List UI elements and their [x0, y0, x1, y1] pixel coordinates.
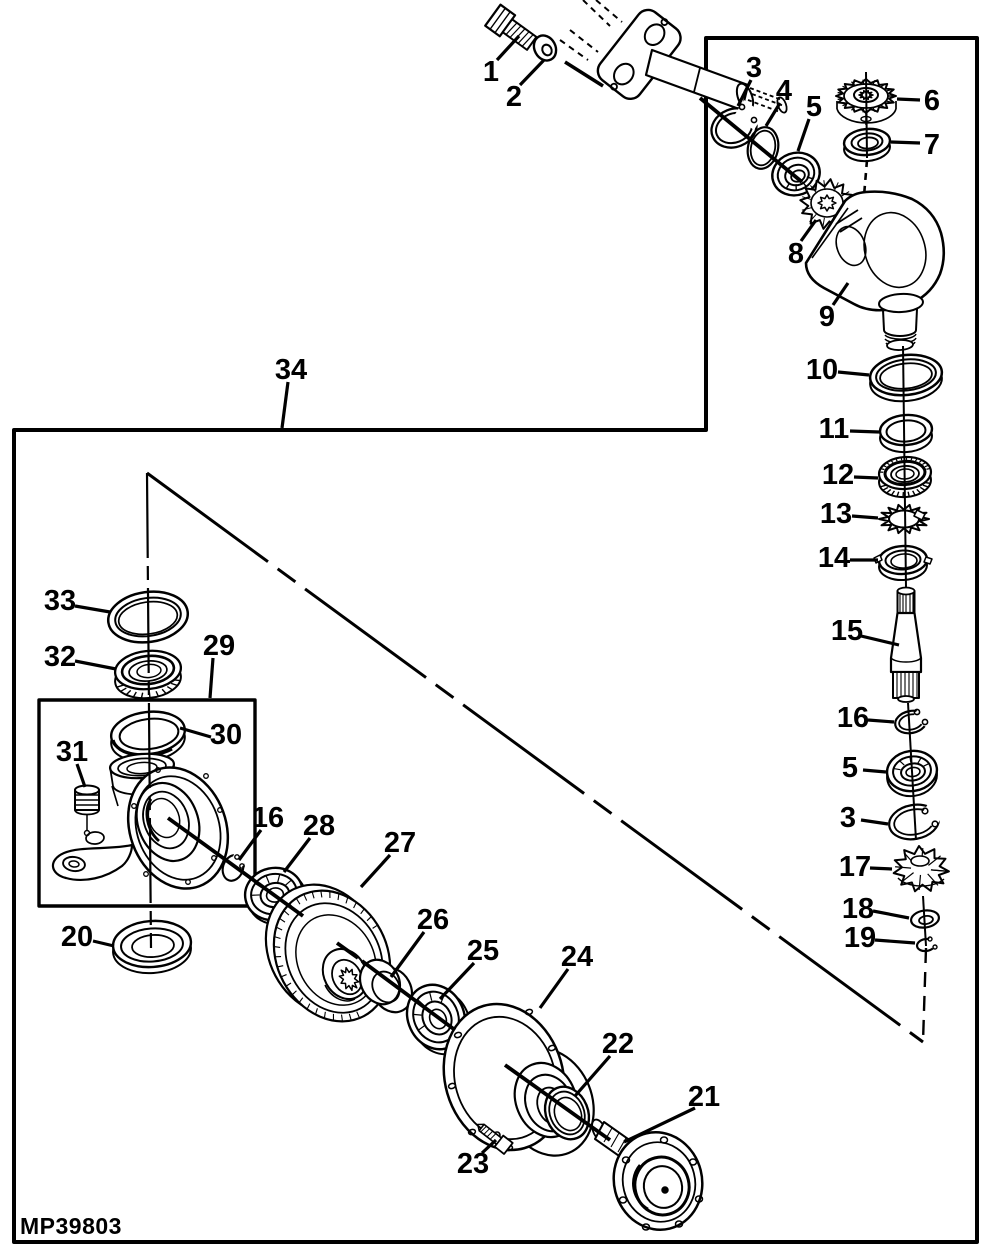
leader-line-20-21	[93, 941, 114, 946]
alignment-dash-line	[147, 473, 923, 1042]
callout-22-23[interactable]: 22	[601, 1028, 635, 1060]
callout-34-36[interactable]: 34	[274, 354, 308, 386]
leader-line-17-18	[870, 868, 892, 869]
leader-line-2-1	[520, 60, 544, 85]
callout-18-19[interactable]: 18	[841, 893, 875, 925]
callout-6-5[interactable]: 6	[923, 85, 941, 117]
callout-7-6[interactable]: 7	[923, 129, 941, 161]
callout-32-34[interactable]: 32	[43, 641, 77, 673]
part-31-plug	[75, 786, 99, 836]
callout-19-20[interactable]: 19	[843, 922, 877, 954]
callout-21-22[interactable]: 21	[687, 1081, 721, 1113]
part-17-bevel-gear	[894, 846, 949, 891]
leader-line-26-27	[391, 932, 424, 977]
leader-line-3-17	[861, 820, 888, 824]
part-10-seal	[868, 351, 944, 404]
leader-line-18-19	[873, 911, 909, 918]
callout-2-1[interactable]: 2	[505, 81, 523, 113]
leader-line-19-20	[875, 940, 915, 943]
callout-30-32[interactable]: 30	[209, 719, 243, 751]
callout-1-0[interactable]: 1	[482, 56, 500, 88]
leader-line-33-35	[75, 606, 110, 612]
callout-5-4[interactable]: 5	[805, 91, 823, 123]
part-21-axle-shaft	[589, 1118, 712, 1240]
callout-16-30[interactable]: 16	[251, 802, 285, 834]
leader-line-16-15	[868, 720, 894, 722]
callout-3-2[interactable]: 3	[745, 52, 763, 84]
callout-25-26[interactable]: 25	[466, 935, 500, 967]
callout-10-9[interactable]: 10	[805, 354, 839, 386]
part-19-snap-ring	[916, 936, 939, 952]
callout-3-17[interactable]: 3	[839, 802, 857, 834]
callout-9-8[interactable]: 9	[818, 301, 836, 333]
callout-20-21[interactable]: 20	[60, 921, 94, 953]
part-14-lock-nut	[874, 545, 932, 581]
callout-27-28[interactable]: 27	[383, 827, 417, 859]
callout-23-24[interactable]: 23	[456, 1148, 490, 1180]
callout-5-16[interactable]: 5	[841, 752, 859, 784]
callout-4-3[interactable]: 4	[775, 75, 793, 107]
leader-line-7-6	[891, 142, 920, 143]
leader-line-29-31	[210, 658, 213, 698]
callout-24-25[interactable]: 24	[560, 941, 594, 973]
leader-line-6-5	[897, 99, 920, 100]
axis-left-group	[168, 818, 610, 1140]
callout-29-31[interactable]: 29	[202, 630, 236, 662]
part-1-cap-screw	[485, 5, 539, 54]
leader-line-28-29	[284, 838, 310, 872]
leader-line-27-28	[361, 855, 390, 887]
figure-code: MP39803	[20, 1213, 122, 1239]
leader-line-34-36	[282, 382, 288, 428]
leader-line-12-11	[854, 477, 878, 478]
part-13-lock-washer	[879, 505, 929, 533]
callout-16-15[interactable]: 16	[836, 702, 870, 734]
callout-11-10[interactable]: 11	[818, 413, 850, 445]
leader-line-13-12	[852, 516, 878, 518]
leader-line-5-16	[863, 770, 886, 772]
leader-line-25-26	[440, 963, 474, 999]
callout-28-29[interactable]: 28	[302, 810, 336, 842]
leader-line-11-10	[850, 431, 879, 432]
leader-line-32-34	[75, 661, 116, 669]
callout-15-14[interactable]: 15	[830, 615, 864, 647]
leader-line-1-0	[497, 36, 519, 60]
callout-31-33[interactable]: 31	[55, 736, 89, 768]
part-11-ring	[879, 413, 933, 454]
callout-26-27[interactable]: 26	[416, 904, 450, 936]
callout-17-18[interactable]: 17	[838, 851, 872, 883]
input-shaft	[646, 50, 788, 114]
leader-line-24-25	[540, 969, 568, 1008]
leader-line-10-9	[838, 372, 869, 375]
leader-line-5-4	[798, 119, 809, 151]
callout-12-11[interactable]: 12	[821, 459, 855, 491]
part-16-snap-ring-right	[893, 706, 934, 736]
leader-line-16-30	[239, 830, 261, 860]
centerline-left-column	[147, 473, 151, 948]
input-yoke-flange	[592, 4, 686, 104]
callout-8-7[interactable]: 8	[787, 238, 805, 270]
callout-13-12[interactable]: 13	[819, 498, 853, 530]
callout-14-13[interactable]: 14	[817, 542, 851, 574]
callout-33-35[interactable]: 33	[43, 585, 77, 617]
